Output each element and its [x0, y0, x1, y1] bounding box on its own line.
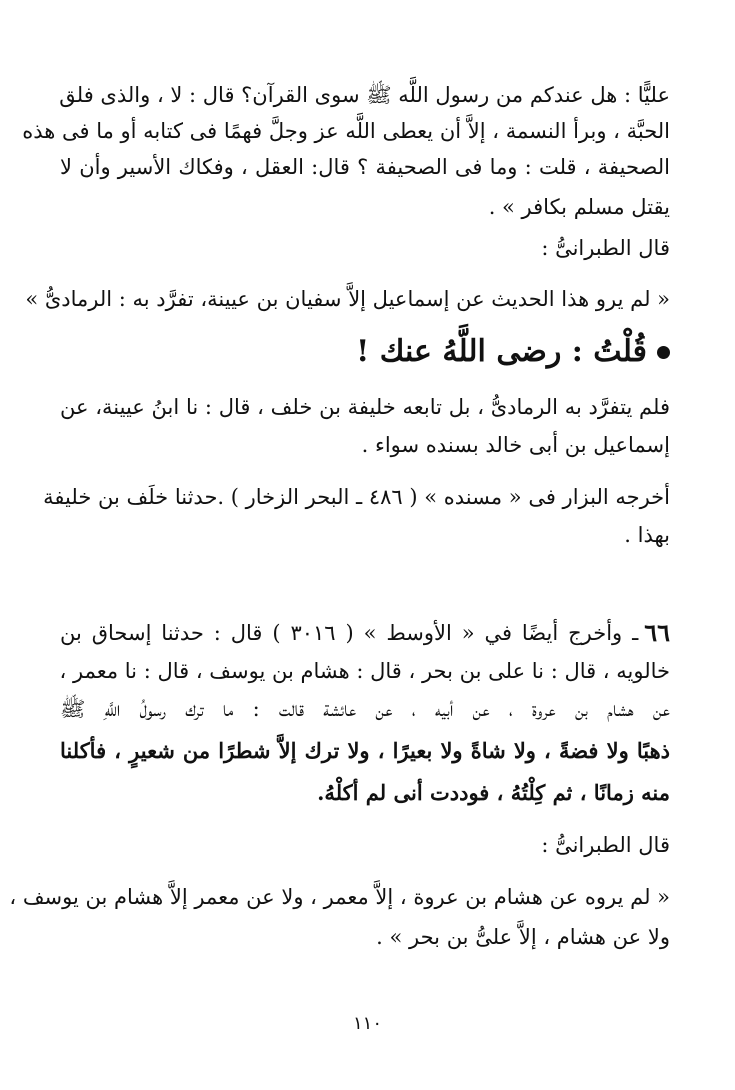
text-line: الحبَّة ، وبرأ النسمة ، إلاَّ أن يعطى اللَّه عز وجلَّ فهمًا فى كتابه أو ما فى هذه	[22, 119, 670, 143]
section-heading	[60, 332, 670, 372]
hadith-number: ٦٦	[644, 618, 670, 647]
text-line: إسماعيل بن أبى خالد بسنده سواء .	[361, 433, 670, 457]
tabarani-quote: ولا عن هشام ، إلاَّ علىُّ بن بحر » .	[376, 925, 670, 949]
text-line: عليًّا : هل عندكم من رسول اللَّه ﷺ سوى القرآن؟ قال : لا ، والذى فلق	[59, 83, 670, 107]
text-line: أخرجه البزار فى « مسنده » ( ٤٨٦ ـ البحر الزخار ) .حدثنا خلَف بن خليفة	[43, 485, 670, 509]
text-line: ـ وأخرج أيضًا في « الأوسط » ( ٣٠١٦ ) قال : حدثنا إسحاق بن	[60, 621, 639, 645]
tabarani-quote: « لم يرو هذا الحديث عن إسماعيل إلاَّ سفيان بن عيينة، تفرَّد به : الرمادىُّ »	[25, 287, 670, 311]
text-line: الصحيفة ، قلت : وما فى الصحيفة ؟ قال: العقل ، وفكاك الأسير وأن لا	[60, 155, 670, 179]
text-line: بهذا .	[624, 523, 670, 547]
text-line: خالويه ، قال : نا على بن بحر ، قال : هشام بن يوسف ، قال : نا معمر ،	[59, 659, 670, 683]
text-line: عن هشام بن عروة ، عن أبيه ، عن عائشة قالت : ما ترك رسولُ اللَّهِ ﷺ	[60, 697, 670, 721]
bullet-icon	[657, 346, 670, 359]
hadith-text-bold: منه زمانًا ، ثم كِلْتُهُ ، فوددت أنى لم أكلْهُ.	[317, 780, 670, 805]
page-number: ١١٠	[352, 1013, 382, 1034]
tabarani-label: قال الطبرانىُّ :	[541, 236, 670, 260]
text-line: يقتل مسلم بكافر » .	[488, 195, 670, 219]
hadith-text-bold: ذهبًا ولا فضةً ، ولا شاةً ولا بعيرًا ، ولا ترك إلاَّ شطرًا من شعيرٍ ، فأكلنا	[60, 738, 670, 763]
tabarani-label: قال الطبرانىُّ :	[541, 833, 670, 857]
heading-text: قُلْتُ : رضى اللَّهُ عنك !	[356, 334, 647, 369]
text-line: فلم يتفرَّد به الرمادىُّ ، بل تابعه خليفة بن خلف ، قال : نا ابنُ عيينة، عن	[60, 395, 670, 419]
hadith-first-line	[60, 618, 670, 648]
tabarani-quote: « لم يروه عن هشام بن عروة ، إلاَّ معمر ، ولا عن معمر إلاَّ هشام بن يوسف ،	[9, 885, 670, 909]
